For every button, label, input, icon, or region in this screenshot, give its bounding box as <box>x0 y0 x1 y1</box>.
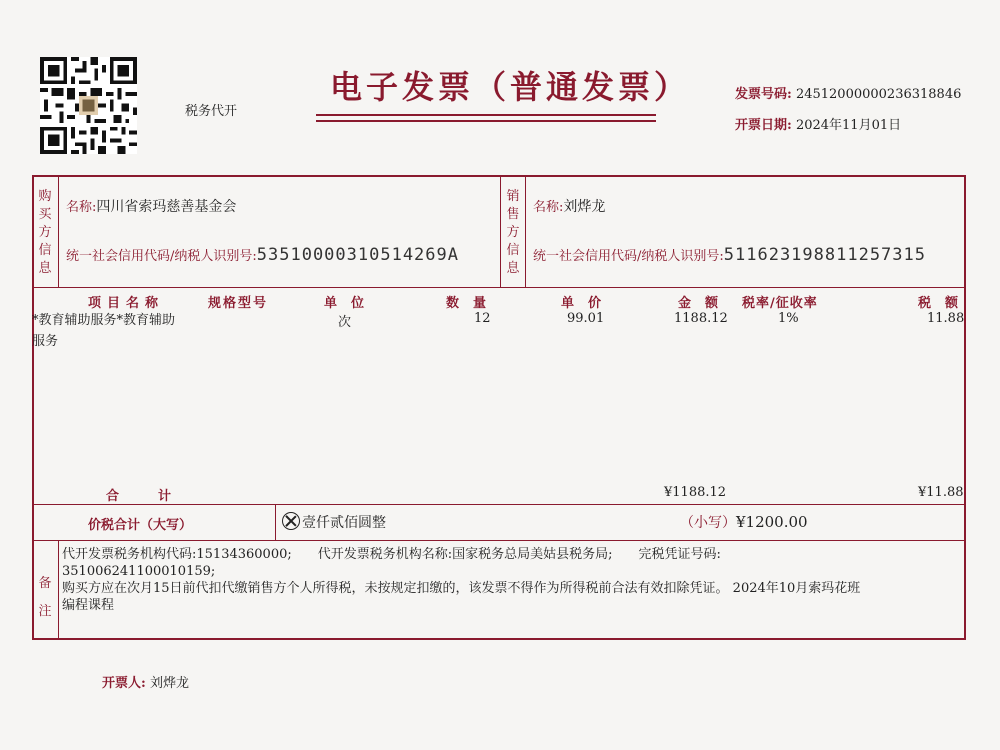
seller-name: 刘烨龙 <box>563 199 606 215</box>
item-name-cont: 服务 <box>32 334 59 349</box>
seller-id: 511623198811257315 <box>723 245 926 265</box>
issue-date-row <box>735 114 901 133</box>
invoice-title: 电子发票（普通发票） <box>330 68 691 106</box>
seller-side-label: 销 售 方 信 息 <box>506 189 520 276</box>
invoice-number-row <box>735 83 961 102</box>
divider-seller-left <box>500 175 501 287</box>
remarks-line-4: 编程课程 <box>62 598 115 613</box>
item-tax: 11.88 <box>927 311 965 326</box>
item-name: *教育辅助服务*教育辅助 <box>32 313 176 328</box>
issuer-row <box>102 672 189 691</box>
title-underline <box>316 114 656 116</box>
agent-note: 税务代开 <box>185 104 238 119</box>
item-amount: 1188.12 <box>674 311 728 326</box>
issue-date-label: 开票日期: <box>735 118 792 133</box>
divider-total <box>32 504 966 505</box>
title-underline-2 <box>316 120 656 122</box>
col-unit: 单位 <box>324 296 379 311</box>
col-qty: 数量 <box>446 296 501 311</box>
divider-grand-label <box>275 504 276 540</box>
qr-code <box>40 57 137 154</box>
grand-total-lower-row <box>680 512 808 532</box>
grand-total-upper-row <box>282 512 386 532</box>
col-tax: 税额 <box>918 296 973 311</box>
remarks-text <box>62 546 962 614</box>
seller-name-row <box>533 196 605 216</box>
buyer-name-label: 名称: <box>66 200 97 215</box>
grand-total-upper: 壹仟贰佰圆整 <box>302 515 386 531</box>
issuer-name: 刘烨龙 <box>149 676 189 691</box>
item-qty: 12 <box>474 311 491 326</box>
buyer-id-row <box>66 245 459 265</box>
buyer-side-label: 购 买 方 信 息 <box>38 189 52 276</box>
grand-total-lower-label: （小写） <box>680 515 736 531</box>
total-tax: ¥11.88 <box>918 485 964 500</box>
divider-remarks-label <box>58 540 59 640</box>
col-item: 项目名称 <box>88 296 165 311</box>
divider-party <box>32 287 966 288</box>
divider-grand <box>32 540 966 541</box>
col-price: 单价 <box>561 296 616 311</box>
grand-total-label: 价税合计（大写） <box>88 518 193 533</box>
item-rate: 1% <box>778 311 799 326</box>
issuer-label: 开票人: <box>102 676 146 691</box>
col-spec: 规格型号 <box>208 296 269 311</box>
buyer-id-label: 统一社会信用代码/纳税人识别号: <box>66 249 257 264</box>
invoice-number-label: 发票号码: <box>735 87 792 102</box>
total-amount: ¥1188.12 <box>664 485 727 500</box>
col-amount: 金额 <box>678 296 733 311</box>
divider-buyer-label <box>58 175 59 287</box>
remarks-line-3: 购买方应在次月15日前代扣代缴销售方个人所得税，未按规定扣缴的，该发票不得作为所得税前合法有效扣除凭证。 2024年10月索玛花班 <box>62 581 861 596</box>
item-unit: 次 <box>338 315 352 330</box>
invoice-number: 24512000000236318846 <box>795 87 962 102</box>
buyer-name-row <box>66 196 236 216</box>
remarks-side-label: 备 注 <box>38 576 52 619</box>
divider-seller-label <box>525 175 526 287</box>
col-rate: 税率/征收率 <box>742 296 818 311</box>
item-price: 99.01 <box>567 311 605 326</box>
seller-id-row <box>533 245 926 265</box>
remarks-line-1: 代开发票税务机构代码:15134360000; 代开发票税务机构名称:国家税务总局美姑县税务局; 完税凭证号码: <box>62 547 721 562</box>
seller-id-label: 统一社会信用代码/纳税人识别号: <box>533 249 724 264</box>
issue-date: 2024年11月01日 <box>795 118 902 133</box>
buyer-id: 53510000310514269A <box>256 245 459 265</box>
buyer-name: 四川省索玛慈善基金会 <box>96 199 237 215</box>
total-label: 合 计 <box>106 489 172 504</box>
cross-circle-icon <box>282 512 300 530</box>
grand-total-lower: ¥1200.00 <box>736 513 808 531</box>
remarks-line-2: 351006241100010159; <box>62 564 216 579</box>
seller-name-label: 名称: <box>533 200 564 215</box>
